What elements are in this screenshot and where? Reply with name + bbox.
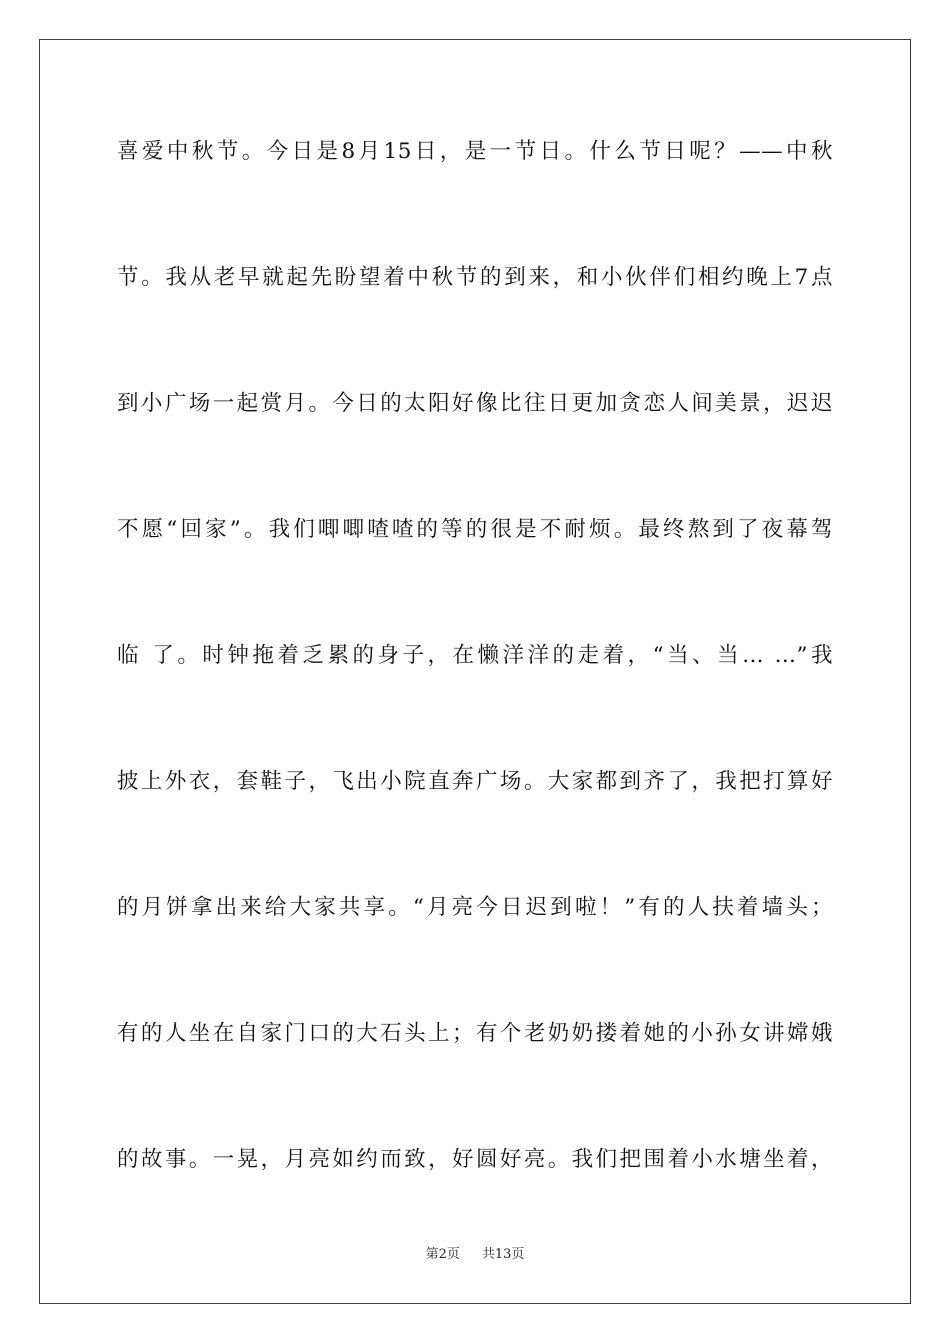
text-line-3: 到小广场一起赏月。今日的太阳好像比往日更加贪恋人间美景，迟迟	[117, 391, 833, 416]
page-footer	[0, 1245, 950, 1265]
text-line-9: 的故事。一晃，月亮如约而致，好圆好亮。我们把围着小水塘坐着，	[117, 1147, 833, 1172]
text-line-6: 披上外衣，套鞋子，飞出小院直奔广场。大家都到齐了，我把打算好	[117, 769, 833, 794]
document-body	[117, 118, 833, 1194]
text-line-7: 的月饼拿出来给大家共享。“月亮今日迟到啦！”有的人扶着墙头；	[117, 895, 833, 920]
page-number: 第2页	[425, 1247, 460, 1262]
text-line-1: 喜爱中秋节。今日是8月15日，是一节日。什么节日呢？——中秋	[117, 139, 833, 164]
text-line-4: 不愿“回家”。我们唧唧喳喳的等的很是不耐烦。最终熬到了夜幕驾	[117, 517, 833, 542]
text-line-8: 有的人坐在自家门口的大石头上；有个老奶奶搂着她的小孙女讲嫦娥	[117, 1021, 833, 1046]
total-pages: 共13页	[481, 1247, 525, 1262]
text-line-5: 临 了。时钟拖着乏累的身子，在懒洋洋的走着，“当、当… …”我	[117, 643, 833, 668]
text-line-2: 节。我从老早就起先盼望着中秋节的到来，和小伙伴们相约晚上7点	[117, 265, 833, 290]
